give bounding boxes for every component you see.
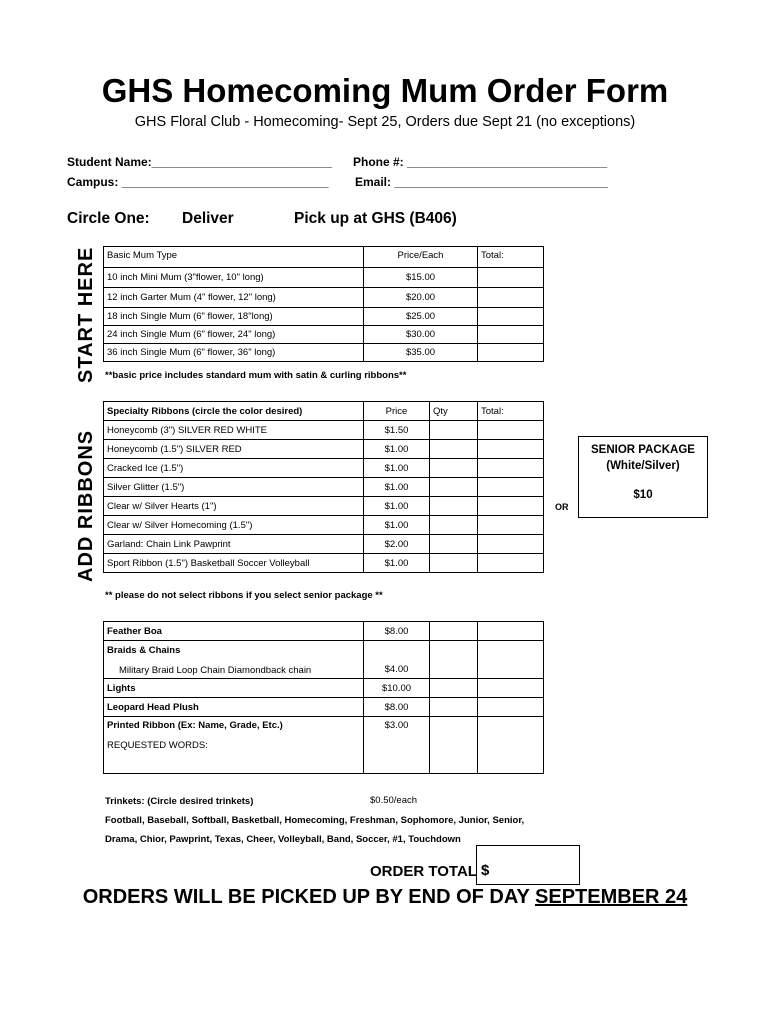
senior-package-title: SENIOR PACKAGE <box>591 444 695 456</box>
table-row <box>104 344 544 362</box>
table-row <box>104 478 544 497</box>
ribbon-price: $1.00 <box>364 440 430 459</box>
table-row <box>104 717 544 774</box>
extra-item <box>104 717 364 774</box>
ribbon-total-cell[interactable] <box>478 421 544 440</box>
ribbon-price: $1.00 <box>364 516 430 535</box>
circle-one-label: Circle One: <box>67 210 150 227</box>
ribbon-price: $1.00 <box>364 478 430 497</box>
ribbon-price: $1.00 <box>364 497 430 516</box>
ribbon-name: Clear w/ Silver Hearts (1") <box>104 497 364 516</box>
student-name-field[interactable]: Student Name:___________________________ <box>67 155 332 169</box>
ribbon-price: $1.00 <box>364 459 430 478</box>
page-subtitle: GHS Floral Club - Homecoming- Sept 25, Orders due Sept 21 (no exceptions) <box>134 114 636 130</box>
table-row <box>104 288 544 308</box>
extra-total-cell[interactable] <box>478 717 544 774</box>
header-specialty-ribbons: Specialty Ribbons (circle the color desired) <box>104 402 364 421</box>
basic-mum-table <box>103 246 544 362</box>
extra-price: $10.00 <box>364 679 430 698</box>
table-row <box>104 698 544 717</box>
table-row <box>104 326 544 344</box>
ribbon-qty-cell[interactable] <box>430 440 478 459</box>
table-row <box>104 622 544 641</box>
senior-package-box[interactable] <box>578 436 708 518</box>
mum-type: 12 inch Garter Mum (4" flower, 12" long) <box>104 288 364 308</box>
mum-type: 10 inch Mini Mum (3"flower, 10" long) <box>104 268 364 288</box>
extra-price: $8.00 <box>364 622 430 641</box>
trinkets-price: $0.50/each <box>370 796 418 806</box>
senior-package-price: $10 <box>633 489 653 501</box>
mum-total-cell[interactable] <box>478 344 544 362</box>
header-total: Total: <box>478 402 544 421</box>
extra-qty-cell[interactable] <box>430 622 478 641</box>
extra-item: Leopard Head Plush <box>104 698 364 717</box>
ribbons-note: ** please do not select ribbons if you select senior package ** <box>105 590 383 601</box>
mum-total-cell[interactable] <box>478 308 544 326</box>
table-row <box>104 679 544 698</box>
table-row <box>104 641 544 679</box>
ribbon-price: $1.00 <box>364 554 430 573</box>
ribbon-name: Cracked Ice (1.5") <box>104 459 364 478</box>
table-row <box>104 497 544 516</box>
trinkets-options-line2[interactable]: Drama, Chior, Pawprint, Texas, Cheer, Volleyball, Band, Soccer, #1, Touchdown <box>105 834 461 845</box>
requested-words-field[interactable]: REQUESTED WORDS: <box>107 740 208 751</box>
ribbon-total-cell[interactable] <box>478 516 544 535</box>
header-total: Total: <box>478 247 544 268</box>
header-price: Price <box>364 402 430 421</box>
ribbon-total-cell[interactable] <box>478 497 544 516</box>
ribbon-name[interactable]: Garland: Chain Link Pawprint <box>104 535 364 554</box>
ribbon-qty-cell[interactable] <box>430 535 478 554</box>
extra-qty-cell[interactable] <box>430 641 478 679</box>
ribbon-qty-cell[interactable] <box>430 459 478 478</box>
extra-qty-cell[interactable] <box>430 679 478 698</box>
extra-price: $4.00 <box>364 641 430 679</box>
ribbon-name: Clear w/ Silver Homecoming (1.5") <box>104 516 364 535</box>
page-title: GHS Homecoming Mum Order Form <box>101 72 669 109</box>
basic-price-note: **basic price includes standard mum with satin & curling ribbons** <box>105 370 407 381</box>
extras-table <box>103 621 544 774</box>
table-header <box>104 402 544 421</box>
order-total-field[interactable]: $ <box>476 845 580 885</box>
ribbon-qty-cell[interactable] <box>430 478 478 497</box>
pickup-option[interactable]: Pick up at GHS (B406) <box>294 210 457 227</box>
ribbon-total-cell[interactable] <box>478 535 544 554</box>
table-row <box>104 421 544 440</box>
trinkets-options-line1[interactable]: Football, Baseball, Softball, Basketball, Homecoming, Freshman, Sophomore, Junior, Senior, <box>105 815 525 826</box>
mum-type: 24 inch Single Mum (6" flower, 24" long) <box>104 326 364 344</box>
pickup-notice <box>0 886 770 909</box>
mum-price: $20.00 <box>364 288 478 308</box>
order-total-label: ORDER TOTAL <box>370 863 477 880</box>
ribbon-total-cell[interactable] <box>478 459 544 478</box>
ribbon-name[interactable]: Sport Ribbon (1.5") Basketball Soccer Volleyball <box>104 554 364 573</box>
mum-total-cell[interactable] <box>478 326 544 344</box>
table-row <box>104 554 544 573</box>
ribbon-qty-cell[interactable] <box>430 497 478 516</box>
or-label: OR <box>555 503 569 512</box>
extra-total-cell[interactable] <box>478 679 544 698</box>
table-row <box>104 516 544 535</box>
pickup-notice-text: ORDERS WILL BE PICKED UP BY END OF DAY <box>82 886 536 908</box>
extra-qty-cell[interactable] <box>430 717 478 774</box>
email-field[interactable]: Email: ________________________________ <box>355 175 608 189</box>
extra-price: $8.00 <box>364 698 430 717</box>
mum-price: $15.00 <box>364 268 478 288</box>
printed-ribbon-label: Printed Ribbon (Ex: Name, Grade, Etc.) <box>107 720 283 731</box>
campus-field[interactable]: Campus: _______________________________ <box>67 175 329 189</box>
mum-total-cell[interactable] <box>478 268 544 288</box>
ribbon-total-cell[interactable] <box>478 440 544 459</box>
header-price-each: Price/Each <box>364 247 478 268</box>
braids-options[interactable]: Military Braid Loop Chain Diamondback chain <box>119 665 312 676</box>
extra-total-cell[interactable] <box>478 641 544 679</box>
extra-price: $3.00 <box>364 717 430 774</box>
start-here-label: START HERE <box>75 246 97 383</box>
table-row <box>104 440 544 459</box>
ribbon-name: Silver Glitter (1.5") <box>104 478 364 497</box>
ribbon-qty-cell[interactable] <box>430 421 478 440</box>
ribbon-price: $2.00 <box>364 535 430 554</box>
extra-item: Lights <box>104 679 364 698</box>
ribbon-name[interactable]: Honeycomb (3") SILVER RED WHITE <box>104 421 364 440</box>
mum-type: 36 inch Single Mum (6" flower, 36" long) <box>104 344 364 362</box>
trinkets-label: Trinkets: (Circle desired trinkets) <box>105 796 254 807</box>
phone-field[interactable]: Phone #: ______________________________ <box>353 155 608 169</box>
deliver-option[interactable]: Deliver <box>182 210 234 227</box>
extra-total-cell[interactable] <box>478 622 544 641</box>
mum-type: 18 inch Single Mum (6" flower, 18"long) <box>104 308 364 326</box>
add-ribbons-label: ADD RIBBONS <box>75 429 97 582</box>
senior-package-colors: (White/Silver) <box>606 460 680 472</box>
table-row <box>104 308 544 326</box>
table-row <box>104 535 544 554</box>
extra-qty-cell[interactable] <box>430 698 478 717</box>
ribbon-qty-cell[interactable] <box>430 516 478 535</box>
mum-price: $25.00 <box>364 308 478 326</box>
extra-total-cell[interactable] <box>478 698 544 717</box>
mum-price: $30.00 <box>364 326 478 344</box>
table-header <box>104 247 544 268</box>
extra-item <box>104 641 364 679</box>
mum-price: $35.00 <box>364 344 478 362</box>
table-row <box>104 268 544 288</box>
pickup-date: SEPTEMBER 24 <box>535 886 688 908</box>
ribbon-total-cell[interactable] <box>478 478 544 497</box>
extra-item: Feather Boa <box>104 622 364 641</box>
ribbon-price: $1.50 <box>364 421 430 440</box>
ribbons-table <box>103 401 544 573</box>
table-row <box>104 459 544 478</box>
ribbon-qty-cell[interactable] <box>430 554 478 573</box>
header-qty: Qty <box>430 402 478 421</box>
ribbon-total-cell[interactable] <box>478 554 544 573</box>
ribbon-name[interactable]: Honeycomb (1.5") SILVER RED <box>104 440 364 459</box>
braids-label: Braids & Chains <box>107 645 181 656</box>
mum-total-cell[interactable] <box>478 288 544 308</box>
header-basic-mum-type: Basic Mum Type <box>104 247 364 268</box>
